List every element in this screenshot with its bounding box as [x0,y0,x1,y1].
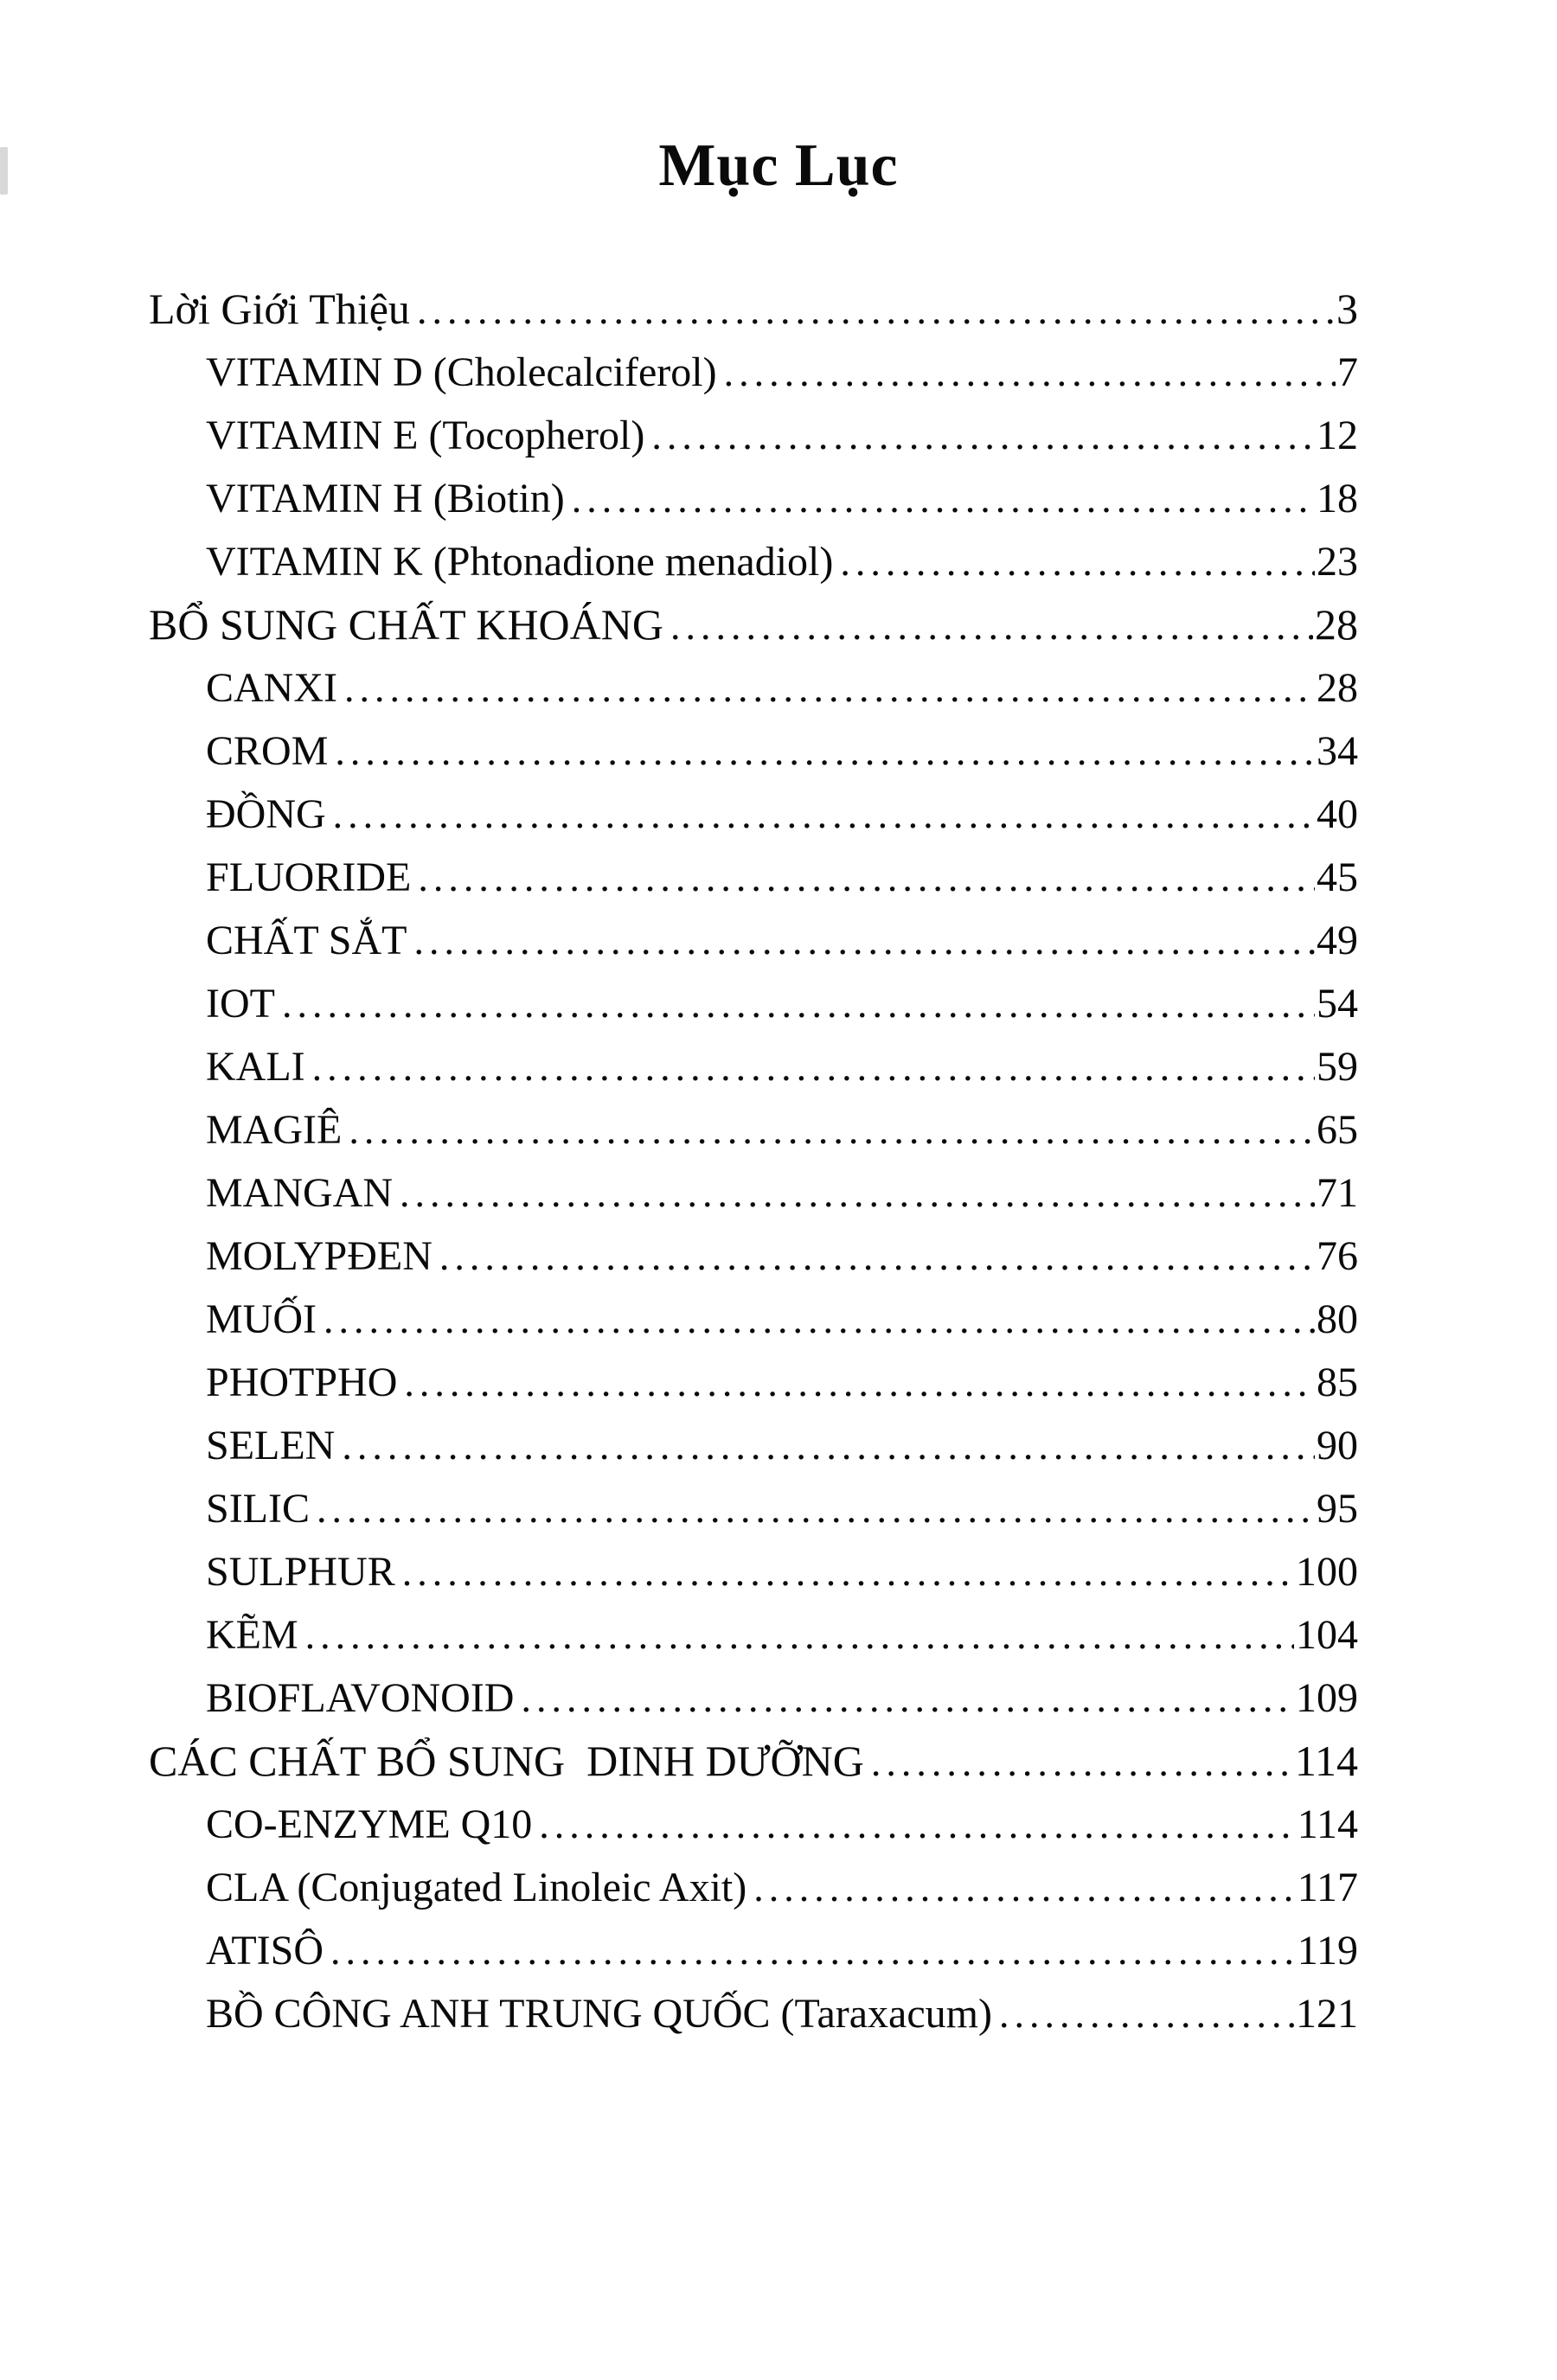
toc-entry [149,1856,1358,1919]
toc-entry [149,404,1358,467]
toc-entry-label: ĐỒNG [206,790,326,837]
dot-leader [400,1161,1315,1225]
toc-entry-label: CANXI [206,664,337,711]
toc-entry-label: VITAMIN E (Tocopherol) [206,412,645,458]
toc-entry-page: 71 [1317,1169,1358,1216]
dot-leader [670,593,1313,657]
toc-entry [149,1161,1358,1225]
toc-entry-label: Lời Giới Thiệu [149,284,410,333]
toc-entry-page: 28 [1317,664,1358,711]
toc-entry-page: 90 [1317,1422,1358,1468]
dot-leader [753,1856,1296,1919]
dot-leader [871,1730,1293,1794]
toc-entry-label: VITAMIN H (Biotin) [206,475,565,521]
toc-entry-page: 117 [1297,1864,1358,1910]
dot-leader [413,909,1315,972]
toc-entry [149,1919,1358,1982]
dot-leader [282,972,1315,1035]
dot-leader [330,1919,1296,1982]
toc-entry-page: 59 [1317,1043,1358,1090]
toc-list [149,278,1358,2045]
toc-entry-label: ATISÔ [206,1927,324,1974]
dot-leader [335,720,1315,783]
dot-leader [572,467,1315,530]
toc-entry-label: BIOFLAVONOID [206,1674,515,1721]
toc-entry [149,909,1358,972]
toc-entry-page: 45 [1317,854,1358,900]
toc-entry-label: SULPHUR [206,1548,395,1595]
toc-entry [149,467,1358,530]
toc-entry [149,1351,1358,1414]
toc-entry [149,1730,1358,1793]
toc-entry-label: SILIC [206,1485,310,1532]
toc-entry-page: 109 [1296,1674,1358,1721]
toc-entry-page: 104 [1296,1611,1358,1658]
toc-entry-page: 49 [1317,917,1358,963]
toc-entry [149,1225,1358,1288]
toc-entry-page: 28 [1315,599,1358,649]
toc-entry [149,1035,1358,1098]
toc-entry [149,1540,1358,1603]
toc-entry-label: MOLYPĐEN [206,1232,432,1279]
toc-entry-label: CROM [206,727,329,774]
toc-entry-page: 119 [1297,1927,1358,1974]
toc-entry [149,972,1358,1035]
toc-entry-page: 76 [1317,1232,1358,1279]
toc-entry [149,1982,1358,2045]
toc-entry-label: CO-ENZYME Q10 [206,1801,533,1847]
toc-entry [149,278,1358,341]
toc-entry-page: 3 [1336,284,1358,333]
scan-artifact [0,147,8,195]
dot-leader [999,1982,1294,2045]
toc-entry [149,720,1358,783]
toc-entry-label: SELEN [206,1422,336,1468]
toc-entry-label: KẼM [206,1611,298,1658]
toc-entry [149,1667,1358,1730]
toc-entry [149,783,1358,846]
toc-entry [149,1098,1358,1161]
toc-entry-page: 85 [1317,1359,1358,1405]
toc-entry [149,593,1358,656]
dot-leader [439,1225,1315,1288]
dot-leader [417,278,1335,342]
toc-entry-label: PHOTPHO [206,1359,398,1405]
toc-entry-label: BỒ CÔNG ANH TRUNG QUỐC (Taraxacum) [206,1990,992,2037]
dot-leader [724,341,1336,404]
dot-leader [402,1540,1294,1603]
toc-entry-label: CLA (Conjugated Linoleic Axit) [206,1864,747,1910]
toc-entry-page: 80 [1317,1296,1358,1342]
toc-entry-label: VITAMIN D (Cholecalciferol) [206,349,717,395]
toc-entry-page: 114 [1297,1801,1358,1847]
toc-entry [149,656,1358,720]
toc-entry-label: KALI [206,1043,305,1090]
dot-leader [324,1288,1315,1351]
toc-entry [149,530,1358,593]
toc-entry-page: 100 [1296,1548,1358,1595]
toc-entry [149,1793,1358,1856]
toc-entry-label: FLUORIDE [206,854,412,900]
toc-entry-label: CHẤT SẮT [206,917,407,963]
toc-entry-page: 23 [1317,538,1358,585]
dot-leader [840,530,1315,593]
toc-entry-page: 121 [1296,1990,1358,2037]
dot-leader [317,1477,1315,1540]
dot-leader [651,404,1315,467]
toc-entry [149,1288,1358,1351]
dot-leader [539,1793,1295,1856]
toc-entry-page: 18 [1317,475,1358,521]
dot-leader [344,656,1315,720]
toc-entry-label: MAGIÊ [206,1106,343,1153]
toc-entry [149,846,1358,909]
toc-entry-page: 54 [1317,980,1358,1027]
toc-entry-page: 12 [1317,412,1358,458]
toc-entry-page: 95 [1317,1485,1358,1532]
toc-entry-page: 34 [1317,727,1358,774]
toc-entry [149,341,1358,404]
page-title: Mục Lục [658,132,899,199]
toc-entry-label: MUỐI [206,1296,317,1342]
toc-entry [149,1414,1358,1477]
dot-leader [349,1098,1315,1161]
toc-entry-label: VITAMIN K (Phtonadione menadiol) [206,538,834,585]
toc-entry [149,1477,1358,1540]
toc-entry-page: 7 [1337,349,1358,395]
dot-leader [312,1035,1315,1098]
dot-leader [342,1414,1315,1477]
toc-entry-label: BỔ SUNG CHẤT KHOÁNG [149,599,663,649]
dot-leader [521,1667,1294,1730]
toc-entry-label: IOT [206,980,275,1027]
toc-entry [149,1603,1358,1667]
toc-entry-page: 65 [1317,1106,1358,1153]
toc-entry-page: 40 [1317,790,1358,837]
toc-entry-page: 114 [1294,1736,1358,1785]
toc-entry-label: MANGAN [206,1169,393,1216]
dot-leader [418,846,1315,909]
toc-entry-label: CÁC CHẤT BỔ SUNG DINH DƯỠNG [149,1736,864,1785]
dot-leader [404,1351,1315,1414]
dot-leader [333,783,1315,846]
dot-leader [305,1603,1294,1667]
